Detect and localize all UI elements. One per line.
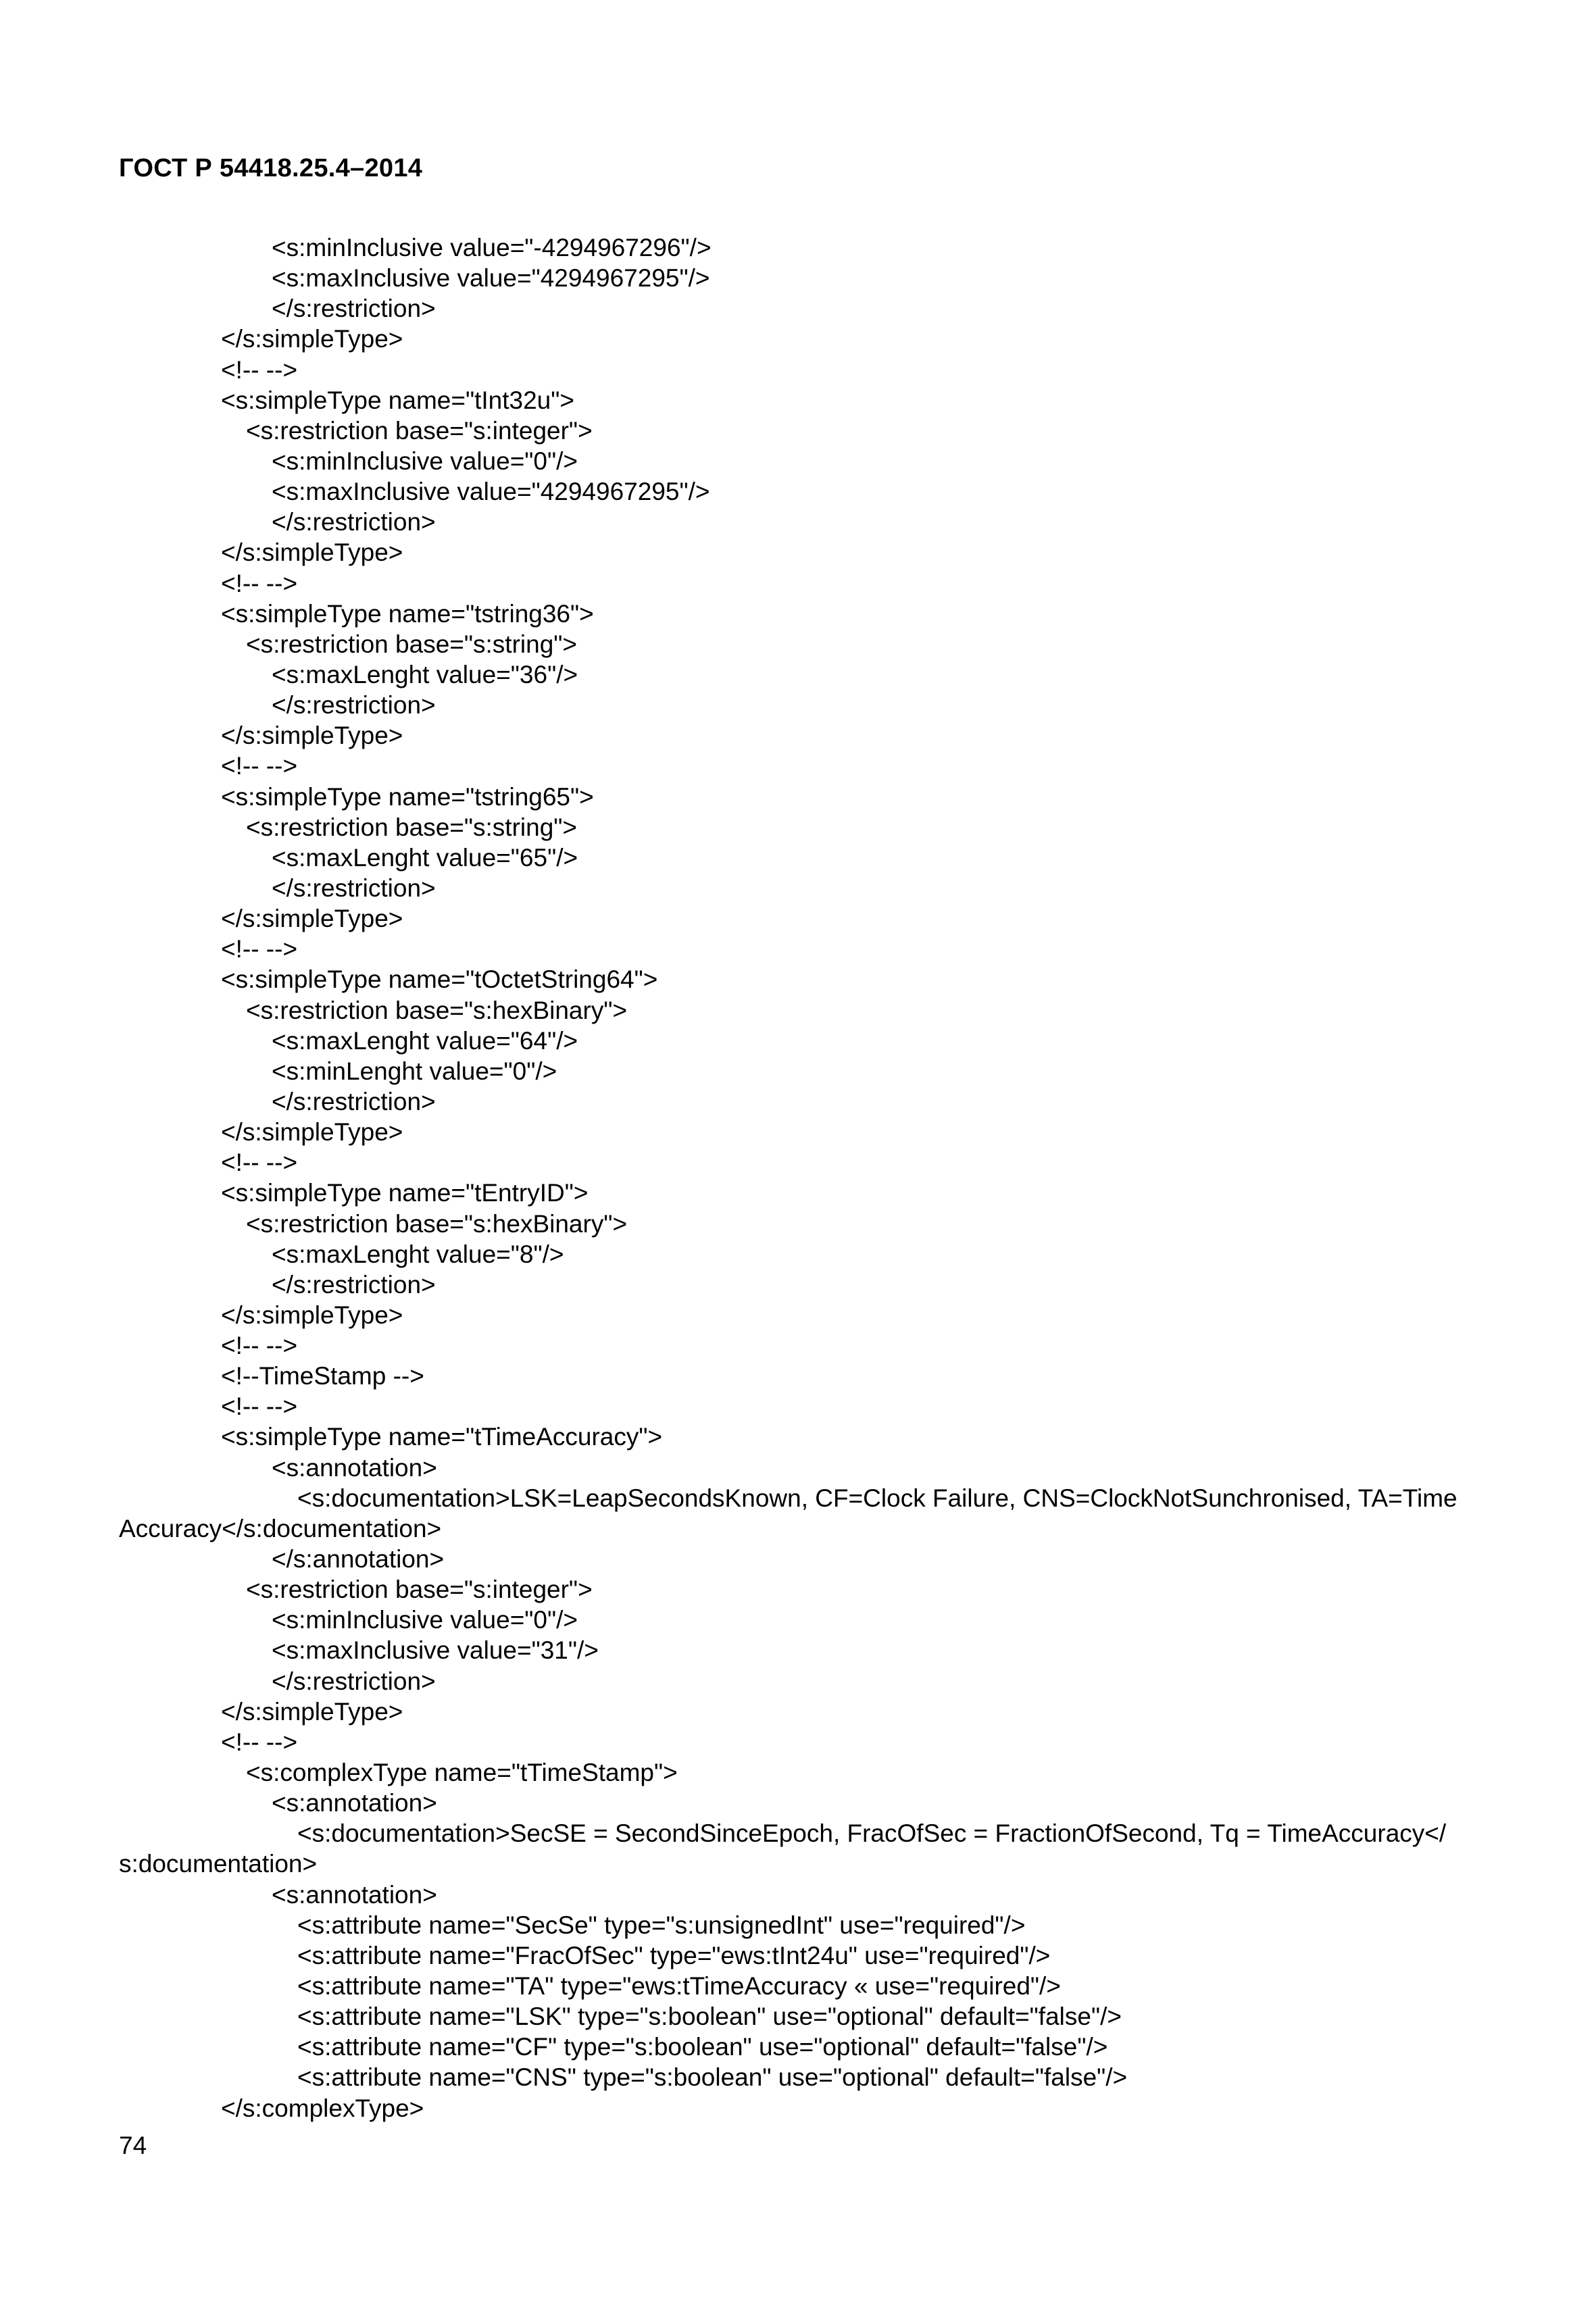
document-header: ГОСТ Р 54418.25.4–2014 [119, 154, 423, 182]
code-line: <s:maxLenght value="36"/> [272, 660, 578, 688]
code-line: <s:annotation> [272, 1453, 437, 1482]
code-line: <s:documentation>SecSE = SecondSinceEpoch, FracOfSec = FractionOfSecond, Tq = TimeAccuracy</ [297, 1819, 1447, 1848]
code-line: <s:restriction base="s:hexBinary"> [246, 1209, 628, 1238]
code-line: <!-- --> [221, 752, 298, 780]
code-line: </s:simpleType> [221, 1118, 403, 1147]
code-line: <!-- --> [221, 1149, 298, 1177]
code-line: <s:simpleType name="tstring65"> [221, 782, 594, 811]
code-line: <s:maxInclusive value="31"/> [272, 1636, 599, 1665]
code-line: <s:maxLenght value="8"/> [272, 1240, 564, 1268]
code-line: Accuracy</s:documentation> [119, 1514, 442, 1542]
code-line: <s:simpleType name="tEntryID"> [221, 1179, 589, 1207]
code-line: <s:attribute name="LSK" type="s:boolean" use="optional" default="false"/> [297, 2003, 1122, 2031]
code-line: <!-- --> [221, 935, 298, 963]
code-line: <s:attribute name="CNS" type="s:boolean" use="optional" default="false"/> [297, 2063, 1128, 2092]
code-line: </s:simpleType> [221, 538, 403, 567]
code-line: </s:annotation> [272, 1545, 445, 1574]
code-line: </s:simpleType> [221, 905, 403, 933]
code-line: <s:maxLenght value="65"/> [272, 843, 578, 872]
code-line: <s:restriction base="s:string"> [246, 813, 578, 841]
code-line: <s:attribute name="CF" type="s:boolean" use="optional" default="false"/> [297, 2033, 1108, 2061]
code-line: </s:simpleType> [221, 1301, 403, 1329]
code-line: <s:minInclusive value="-4294967296"/> [272, 234, 712, 261]
code-line: <s:restriction base="s:integer"> [246, 416, 593, 445]
code-line: <s:attribute name="TA" type="ews:tTimeAccuracy « use="required"/> [297, 1972, 1061, 2001]
code-line: </s:complexType> [221, 2094, 424, 2122]
code-line: <!-- --> [221, 1728, 298, 1756]
code-line: <s:attribute name="SecSe" type="s:unsignedInt" use="required"/> [297, 1911, 1026, 1939]
code-line: <s:annotation> [272, 1789, 437, 1817]
code-line: <s:minInclusive value="0"/> [272, 1606, 578, 1634]
code-line: </s:simpleType> [221, 722, 403, 750]
code-line: <s:maxInclusive value="4294967295"/> [272, 478, 710, 506]
code-line: <s:minLenght value="0"/> [272, 1057, 557, 1085]
code-line: </s:restriction> [272, 295, 436, 323]
code-line: </s:simpleType> [221, 1697, 403, 1726]
code-line: </s:restriction> [272, 1667, 436, 1695]
code-line: <s:simpleType name="tTimeAccuracy"> [221, 1423, 663, 1451]
code-line: <s:maxLenght value="64"/> [272, 1026, 578, 1055]
code-line: <s:restriction base="s:integer"> [246, 1576, 593, 1604]
code-line: <!-- --> [221, 1332, 298, 1360]
code-line: </s:restriction> [272, 874, 436, 902]
code-line: </s:restriction> [272, 691, 436, 720]
code-line: </s:simpleType> [221, 325, 403, 353]
page-number: 74 [119, 2132, 147, 2159]
code-line: <s:maxInclusive value="4294967295"/> [272, 264, 710, 293]
code-line: <s:simpleType name="tOctetString64"> [221, 965, 658, 994]
code-line: <s:simpleType name="tInt32u"> [221, 386, 574, 414]
code-line: <!-- --> [221, 1392, 298, 1421]
code-line: </s:restriction> [272, 508, 436, 536]
code-line: <s:restriction base="s:string"> [246, 630, 578, 658]
code-line: <s:documentation>LSK=LeapSecondsKnown, CF=Clock Failure, CNS=ClockNotSunchronised, TA=Time [297, 1484, 1457, 1512]
code-line: <s:minInclusive value="0"/> [272, 447, 578, 475]
code-line: <s:annotation> [272, 1880, 437, 1909]
code-line: <s:restriction base="s:hexBinary"> [246, 996, 628, 1024]
code-line: <s:attribute name="FracOfSec" type="ews:tInt24u" use="required"/> [297, 1941, 1051, 1969]
code-line: <s:complexType name="tTimeStamp"> [246, 1759, 678, 1787]
code-line: <!-- --> [221, 569, 298, 597]
code-line: </s:restriction> [272, 1270, 436, 1299]
code-line: <s:simpleType name="tstring36"> [221, 599, 594, 628]
code-line: s:documentation> [119, 1850, 318, 1878]
xml-code-listing [0, 232, 1596, 2123]
code-line: <!--TimeStamp --> [221, 1362, 424, 1390]
code-line: <!-- --> [221, 355, 298, 384]
code-line: </s:restriction> [272, 1087, 436, 1115]
